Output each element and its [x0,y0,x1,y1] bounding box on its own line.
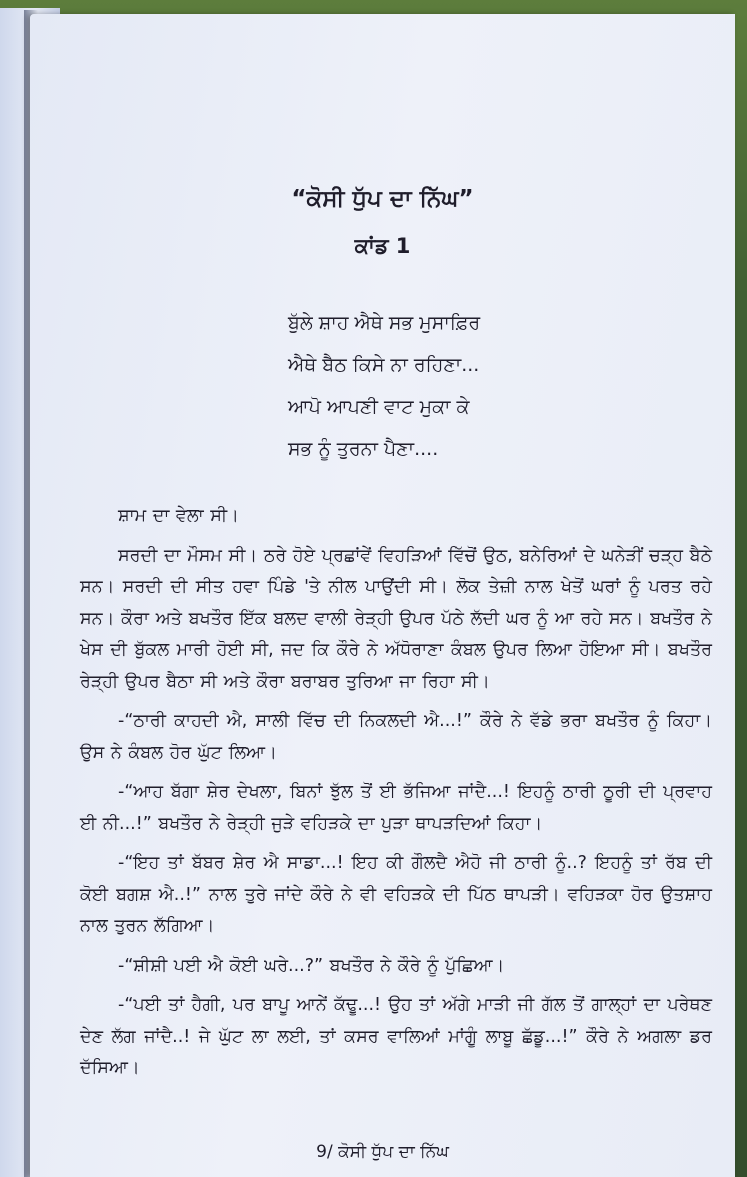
paragraph: -“ਇਹ ਤਾਂ ਬੱਬਰ ਸ਼ੇਰ ਐ ਸਾਡਾ...! ਇਹ ਕੀ ਗੌਲਦੈ ਐਹੋ ਜੀ ਠਾਰੀ ਨੂੰ..? ਇਹਨੂੰ ਤਾਂ ਰੱਬ ਦੀ ਕੋਈ ਬਗਸ਼ ਐ..!” ਨਾਲ ਤੁਰੇ ਜਾਂਦੇ ਕੌਰੇ ਨੇ ਵੀ ਵਹਿੜਕੇ ਦੀ ਪਿੱਠ ਥਾਪੜੀ। ਵਹਿੜਕਾ ਹੋਰ ਉਤਸ਼ਾਹ ਨਾਲ ਤੁਰਨ ਲੱਗਿਆ। [80,853,712,936]
chapter-heading: ਕਾਂਡ 1 [354,234,411,258]
poem-line: ਬੁੱਲੇ ਸ਼ਾਹ ਐਥੇ ਸਭ ਮੁਸਾਫ਼ਿਰ [288,312,481,334]
poem-line: ਆਪੋ ਆਪਣੀ ਵਾਟ ਮੁਕਾ ਕੇ [288,396,470,418]
poem-line: ਐਥੇ ਬੈਠ ਕਿਸੇ ਨਾ ਰਹਿਣਾ... [288,354,480,376]
paragraph: ਸਰਦੀ ਦਾ ਮੌਸਮ ਸੀ। ਠਰੇ ਹੋਏ ਪ੍ਰਛਾਂਵੇਂ ਵਿਹੜਿਆਂ ਵਿੱਚੋਂ ਉਠ, ਬਨੇਰਿਆਂ ਦੇ ਘਨੇੜੀਂ ਚੜ੍ਹ ਬੈਠੇ ਸਨ। ਸਰਦੀ ਦੀ ਸੀਤ ਹਵਾ ਪਿੰਡੇ 'ਤੇ ਨੀਲ ਪਾਉਂਦੀ ਸੀ। ਲੋਕ ਤੇਜ਼ੀ ਨਾਲ ਖੇਤੋਂ ਘਰਾਂ ਨੂੰ ਪਰਤ ਰਹੇ ਸਨ। ਕੌਰਾ ਅਤੇ ਬਖਤੌਰ ਇੱਕ ਬਲਦ ਵਾਲੀ ਰੇੜ੍ਹੀ ਉਪਰ ਪੱਠੇ ਲੱਦੀ ਘਰ ਨੂੰ ਆ ਰਹੇ ਸਨ। ਬਖਤੌਰ ਨੇ ਖੇਸ ਦੀ ਬੁੱਕਲ ਮਾਰੀ ਹੋਈ ਸੀ, ਜਦ ਕਿ ਕੌਰੇ ਨੇ ਅੱਧੋਰਾਣਾ ਕੰਬਲ ਉਪਰ ਲਿਆ ਹੋਇਆ ਸੀ। ਬਖਤੌਰ ਰੇੜ੍ਹੀ ਉਪਰ ਬੈਠਾ ਸੀ ਅਤੇ ਕੌਰਾ ਬਰਾਬਰ ਤੁਰਿਆ ਜਾ ਰਿਹਾ ਸੀ। [80,545,712,692]
paragraph: -“ਆਹ ਬੱਗਾ ਸ਼ੇਰ ਦੇਖਲਾ, ਬਿਨਾਂ ਝੁੱਲ ਤੋਂ ਈ ਭੱਜਿਆ ਜਾਂਦੈ...! ਇਹਨੂੰ ਠਾਰੀ ਠੂਰੀ ਦੀ ਪ੍ਰਵਾਹ ਈ ਨੀ...!” ਬਖਤੌਰ ਨੇ ਰੇੜ੍ਹੀ ਜੁੜੇ ਵਹਿੜਕੇ ਦਾ ਪੁੜਾ ਥਾਪੜਦਿਆਂ ਕਿਹਾ। [80,782,712,834]
poem-block [288,302,688,470]
poem-line: ਸਭ ਨੂੰ ਤੁਰਨਾ ਪੈਣਾ.... [288,438,439,460]
paragraph: -“ਪਈ ਤਾਂ ਹੈਗੀ, ਪਰ ਬਾਪੂ ਆਨੇਂ ਕੱਢੂ...! ਉਹ ਤਾਂ ਅੱਗੇ ਮਾੜੀ ਜੀ ਗੱਲ ਤੋਂ ਗਾਲ੍ਹਾਂ ਦਾ ਪਰੇਥਣ ਦੇਣ ਲੱਗ ਜਾਂਦੈ..! ਜੇ ਘੁੱਟ ਲਾ ਲਈ, ਤਾਂ ਕਸਰ ਵਾਲਿਆਂ ਮਾਂਗੂੰ ਲਾਬੂ ਛੱਡੂ...!” ਕੌਰੇ ਨੇ ਅਗਲਾ ਡਰ ਦੱਸਿਆ। [80,995,712,1078]
book-page [30,14,735,1177]
paragraph: ਸ਼ਾਮ ਦਾ ਵੇਲਾ ਸੀ। [118,506,239,526]
prose-body [80,501,712,1093]
page-content [30,14,735,1177]
paragraph: -“ਸ਼ੀਸ਼ੀ ਪਈ ਐ ਕੋਈ ਘਰੇ...?” ਬਖਤੌਰ ਨੇ ਕੌਰੇ ਨੂੰ ਪੁੱਛਿਆ। [118,955,505,976]
page-footer: 9/ ਕੋਸੀ ਧੁੱਪ ਦਾ ਨਿੱਘ [316,1142,449,1162]
book-title: “ਕੋਸੀ ਧੁੱਪ ਦਾ ਨਿੱਘ” [291,186,474,212]
paragraph: -“ਠਾਰੀ ਕਾਹਦੀ ਐ, ਸਾਲੀ ਵਿੱਚ ਦੀ ਨਿਕਲਦੀ ਐ...!” ਕੌਰੇ ਨੇ ਵੱਡੇ ਭਰਾ ਬਖਤੌਰ ਨੂੰ ਕਿਹਾ। ਉਸ ਨੇ ਕੰਬਲ ਹੋਰ ਘੁੱਟ ਲਿਆ। [80,711,712,763]
